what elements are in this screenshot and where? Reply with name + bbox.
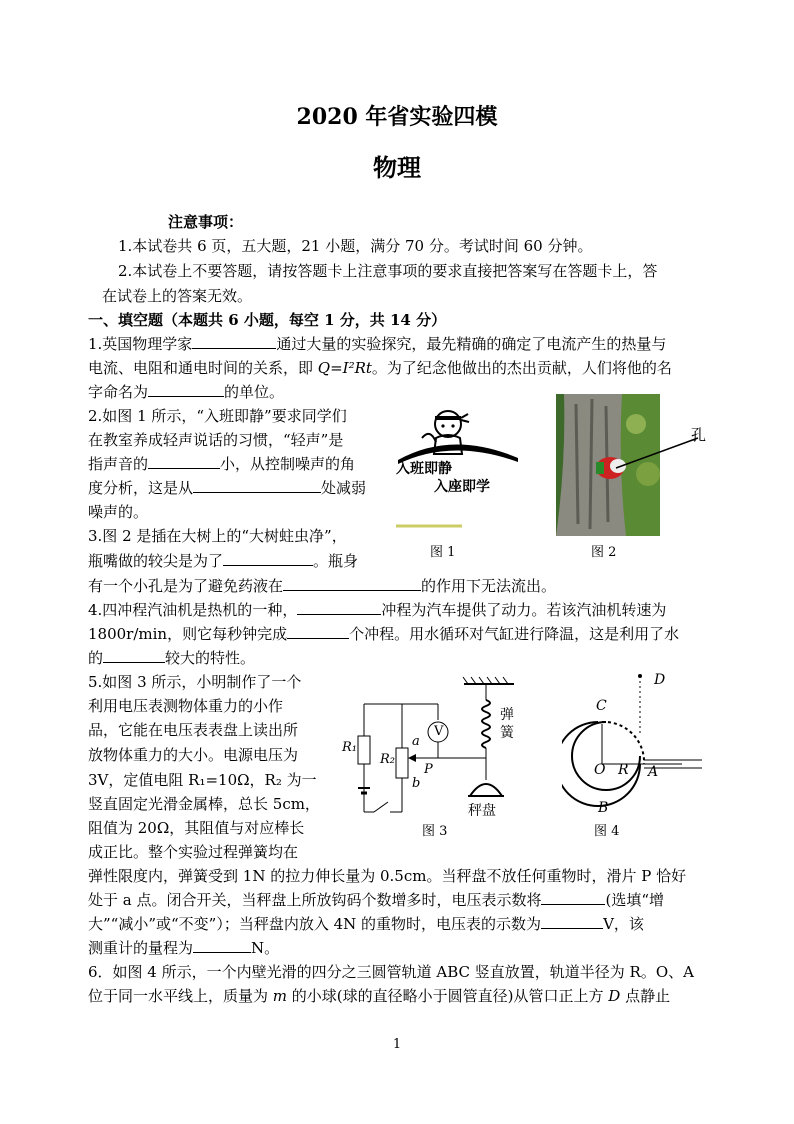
q1-line-3: 字命名为 的单位。: [88, 383, 285, 401]
q5-line-12: 测重计的量程为 N。: [88, 939, 280, 957]
q2-line-1: 2.如图 1 所示，“入班即静”要求同学们: [88, 407, 347, 425]
q5-line-8: 成正比。整个实验过程弹簧均在: [88, 843, 299, 861]
q3-blank-2: [283, 576, 421, 591]
figure-3-r1: R₁: [342, 740, 357, 755]
figure-1-text-1: 入班即静: [396, 461, 452, 477]
q3-line-3: 有一个小孔是为了避免药液在 的作用下无法流出。: [88, 577, 557, 595]
figure-1-caption: 图 1: [430, 545, 456, 560]
q1-line-1: 1.英国物理学家 通过大量的实验探究，最先精确的确定了电流产生的热量与: [88, 335, 667, 353]
figure-4-track: [562, 672, 732, 812]
q1-line-2: 电流、电阻和通电时间的关系，即 Q=I²Rt。为了纪念他做出的杰出贡献，人们将他的名: [88, 359, 672, 377]
q5-line-3: 品，它能在电压表表盘上读出所: [88, 721, 299, 739]
q2-line-5: 噪声的。: [88, 503, 149, 521]
q6-line-1: 6．如图 4 所示，一个内壁光滑的四分之三圆管轨道 ABC 竖直放置，轨道半径为 R。O、A: [88, 963, 694, 981]
q5-line-5: 3V，定值电阻 R₁=10Ω，R₂ 为一: [88, 771, 317, 789]
figure-2-label: 孔: [691, 426, 707, 444]
figure-3-r2: R₂: [380, 752, 395, 767]
figure-3-b: b: [412, 776, 421, 791]
figure-1: [392, 402, 520, 530]
figure-1-text-2: 入座即学: [434, 479, 490, 495]
page-number: 1: [392, 1037, 402, 1052]
q5-line-4: 放物体重力的大小。电源电压为: [88, 746, 299, 764]
section-heading: 一、填空题（本题共 6 小题，每空 1 分，共 14 分）: [88, 311, 447, 329]
q2-line-4: 度分析，这是从 处减弱: [88, 479, 367, 497]
figure-4-d: D: [654, 672, 666, 688]
q2-line-3: 指声音的 小，从控制噪声的角: [88, 455, 356, 473]
q5-blank-1: [541, 890, 605, 905]
figure-3-voltmeter: V: [434, 724, 444, 739]
q5-blank-2: [541, 914, 603, 929]
q5-line-1: 5.如图 3 所示，小明制作了一个: [88, 673, 302, 691]
q5-line-6: 竖直固定光滑金属棒，总长 5cm，: [88, 795, 320, 813]
q4-blank-3: [103, 648, 165, 663]
figure-4-r: R: [618, 762, 629, 778]
notice-heading: 注意事项：: [168, 213, 244, 231]
figure-4-a: A: [648, 764, 659, 780]
q4-blank-1: [297, 600, 381, 615]
figure-3-caption: 图 3: [422, 824, 448, 839]
q5-line-9: 弹性限度内，弹簧受到 1N 的拉力伸长量为 0.5cm。当秤盘不放任何重物时，滑片 P 恰好: [88, 867, 687, 885]
q4-line-1: 4.四冲程汽油机是热机的一种， 冲程为汽车提供了动力。若该汽油机转速为: [88, 601, 667, 619]
notice-item-2-cont: 在试卷上的答案无效。: [102, 287, 253, 305]
figure-2-caption: 图 2: [591, 545, 617, 560]
figure-3-a: a: [412, 734, 420, 749]
q5-line-7: 阻值为 20Ω，其阻值与对应棒长: [88, 819, 305, 837]
q1-blank-1: [192, 334, 276, 349]
q4-line-2: 1800r/min，则它每秒钟完成 个冲程。用水循环对气缸进行降温，这是利用了水: [88, 625, 680, 643]
q3-blank-1: [223, 551, 313, 566]
q4-line-3: 的 较大的特性。: [88, 649, 256, 667]
figure-3-circuit: [338, 672, 538, 822]
figure-4-o: O: [594, 762, 606, 778]
exam-title: 2020 年省实验四模: [296, 104, 498, 130]
q5-line-10: 处于 a 点。闭合开关，当秤盘上所放钩码个数增多时，电压表示数将 (选填“增: [88, 891, 665, 909]
figure-4-b: B: [598, 800, 609, 816]
notice-item-1: 1.本试卷共 6 页，五大题，21 小题，满分 70 分。考试时间 60 分钟。: [118, 237, 593, 255]
q3-line-1: 3.图 2 是插在大树上的“大树蛀虫净”，: [88, 527, 347, 545]
figure-4-c: C: [596, 698, 607, 714]
figure-3-p: P: [424, 762, 433, 777]
exam-subject: 物理: [373, 153, 421, 182]
figure-3-spring-label: 弹簧: [500, 707, 514, 741]
q4-blank-2: [287, 624, 349, 639]
q2-line-2: 在教室养成轻声说话的习惯，“轻声”是: [88, 431, 344, 449]
q2-blank-2: [193, 478, 321, 493]
q1-blank-2: [148, 382, 224, 397]
q5-line-11: 大”“减小”或“不变”）；当秤盘内放入 4N 的重物时，电压表的示数为 V，该: [88, 915, 644, 933]
formula: Q=I²Rt: [317, 359, 372, 377]
figure-4-caption: 图 4: [594, 824, 620, 839]
figure-3-pan-label: 秤盘: [468, 803, 496, 819]
q6-line-2: 位于同一水平线上，质量为 m 的小球(球的直径略小于圆管直径)从管口正上方 D 点静止: [88, 987, 671, 1005]
q3-line-2: 瓶嘴做的较尖是为了 。瓶身: [88, 552, 359, 570]
q2-blank-1: [148, 454, 220, 469]
q5-blank-3: [193, 938, 251, 953]
q5-line-2: 利用电压表测物体重力的小作: [88, 697, 284, 715]
notice-item-2: 2.本试卷上不要答题，请按答题卡上注意事项的要求直接把答案写在答题卡上，答: [118, 262, 658, 280]
